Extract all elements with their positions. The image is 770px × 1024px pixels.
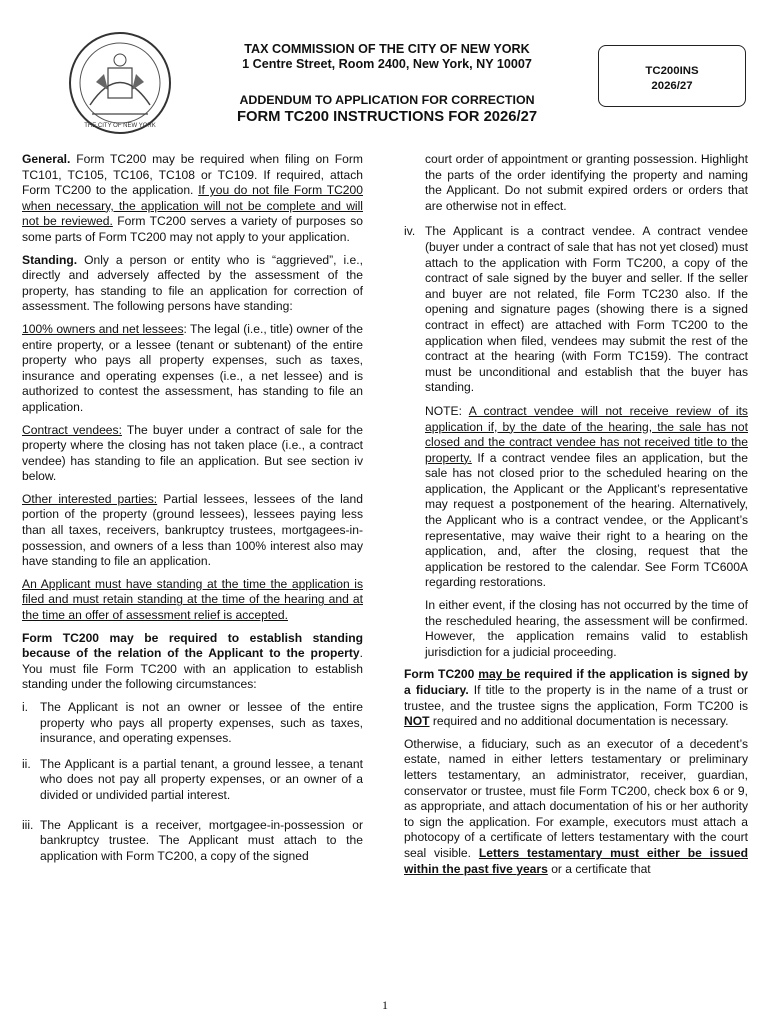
svg-text:THE CITY OF NEW YORK: THE CITY OF NEW YORK xyxy=(84,123,156,129)
vendees-paragraph: Contract vendees: The buyer under a contract of sale for the property where the closing has not taken place (i.e., a contract vendee) has standing to file an application. But see section iv below. xyxy=(22,422,363,484)
page-number: 1 xyxy=(382,998,388,1012)
right-column xyxy=(404,152,748,884)
form-subtitle: ADDENDUM TO APPLICATION FOR CORRECTION xyxy=(239,93,535,107)
form-code: TC200INS xyxy=(645,65,699,77)
time-paragraph: An Applicant must have standing at the time the application is filed and must retain standing at the time of the hearing and at the time an offer of assessment relief is accepted. xyxy=(22,576,363,623)
fiduciary-paragraph: Form TC200 may be required if the application is signed by a fiduciary. If title to the property is in the name of a trust or trustee, and the trustee signs the application, Form TC200 is NOT required and no additional documentation is necessary. xyxy=(404,667,748,729)
agency-address: 1 Centre Street, Room 2400, New York, NY 10007 xyxy=(242,57,532,71)
left-column xyxy=(22,152,363,872)
general-label: General. xyxy=(22,152,71,166)
list-item: iii. The Applicant is a receiver, mortgagee-in-possession or bankruptcy trustee. The Applicant must attach to the application with Form TC200, a copy of the signed xyxy=(22,817,363,863)
others-paragraph: Other interested parties: Partial lessees, lessees of the land portion of the property (ground lessees), lessees paying less than all taxes, receivers, bankruptcy trustees, mortgagees-in-possession, and owners of a less than 100% interest also may have standing to file an application. xyxy=(22,491,363,569)
general-paragraph: General. Form TC200 may be required when filing on Form TC101, TC105, TC106, TC108 or TC109. If required, attach Form TC200 to the application. If you do not file Form TC200 when necessary, the application will not be complete and will not be reviewed. Form TC200 serves a variety of purposes so some parts of Form TC200 may not apply to your application. xyxy=(22,152,363,244)
list-item: iv. The Applicant is a contract vendee. A contract vendee (buyer under a contract of sale that has not yet closed) must attach to the application with Form TC200, a copy of the contract of sale signed by the buyer and seller. If the seller and buyer are not related, file Form TC230 also. If the opening and signature pages (showing there is a signed contract in effect) are attached with Form TC200 to the application when filed, vendees may submit the rest of the contract at the hearing (with Form TC159). The contract must be unconditional and establish that the buyer has standing. xyxy=(404,224,748,395)
form-code-box xyxy=(598,45,746,107)
establish-paragraph: Form TC200 may be required to establish standing because of the relation of the Applicant to the property. You must file Form TC200 with an application to establish standing under the following circumstances: xyxy=(22,630,363,692)
either-event-paragraph: In either event, if the closing has not occurred by the time of the rescheduled hearing, the assessment will be confirmed. However, the application remains valid to establish jurisdiction for a judicial proceeding. xyxy=(425,598,748,659)
court-order-continuation: court order of appointment or granting possession. Highlight the parts of the order identifying the property and naming the Applicant. Do not submit expired orders or orders that are otherwise not in effect. xyxy=(425,152,748,213)
otherwise-paragraph: Otherwise, a fiduciary, such as an executor of a decedent’s estate, named in either letters testamentary or preliminary letters testamentary, an administrator, receiver, guardian, conservator or trustee, must file Form TC200, check box 6 or 9, as appropriate, and attach documentation of his or her authority to sign the application. For example, executors must attach a photocopy of a certificate of letters testamentary with the court seal visible. Letters testamentary must either be issued within the past five years or a certificate that xyxy=(404,736,748,876)
form-year: 2026/27 xyxy=(651,80,693,92)
page-title: FORM TC200 INSTRUCTIONS FOR 2026/27 xyxy=(236,109,538,125)
note-paragraph: NOTE: A contract vendee will not receive review of its application if, by the date of the hearing, the sale has not closed and the contract vendee has not received title to the property. If a contract vendee files an application, but the sale has not closed prior to the scheduled hearing on the application, the Applicant or the Applicant’s representative may request a postponement of the hearing. Alternatively, the Applicant who is a contract vendee, or the Applicant’s representative, may waive their right to a hearing on the application, and, after the closing, request that the application be restored to the calendar. See Form TC600A regarding restorations. xyxy=(425,403,748,590)
city-seal-icon xyxy=(30,30,210,136)
standing-paragraph: Standing. Only a person or entity who is “aggrieved”, i.e., directly and adversely affected by the assessment of the property, has standing to file an application for correction of assessment. The following persons have standing: xyxy=(22,252,363,314)
list-item: i. The Applicant is not an owner or lessee of the entire property who pays all property expenses, such as taxes, insurance, and operating expenses. xyxy=(22,700,363,746)
agency-name: TAX COMMISSION OF THE CITY OF NEW YORK xyxy=(244,42,530,56)
standing-label: Standing. xyxy=(22,252,78,267)
list-item: ii. The Applicant is a partial tenant, a ground lessee, a tenant who does not pay all property expenses, or an owner of a divided or undivided partial interest. xyxy=(22,756,363,802)
owners-paragraph: 100% owners and net lessees: The legal (i.e., title) owner of the entire property, or a lessee (tenant or subtenant) of the entire property who pays all property expenses, such as taxes, insurance and operating expenses (i.e., a net lessee) and is authorized to contest the assessment, has standing to file an application. xyxy=(22,321,363,414)
